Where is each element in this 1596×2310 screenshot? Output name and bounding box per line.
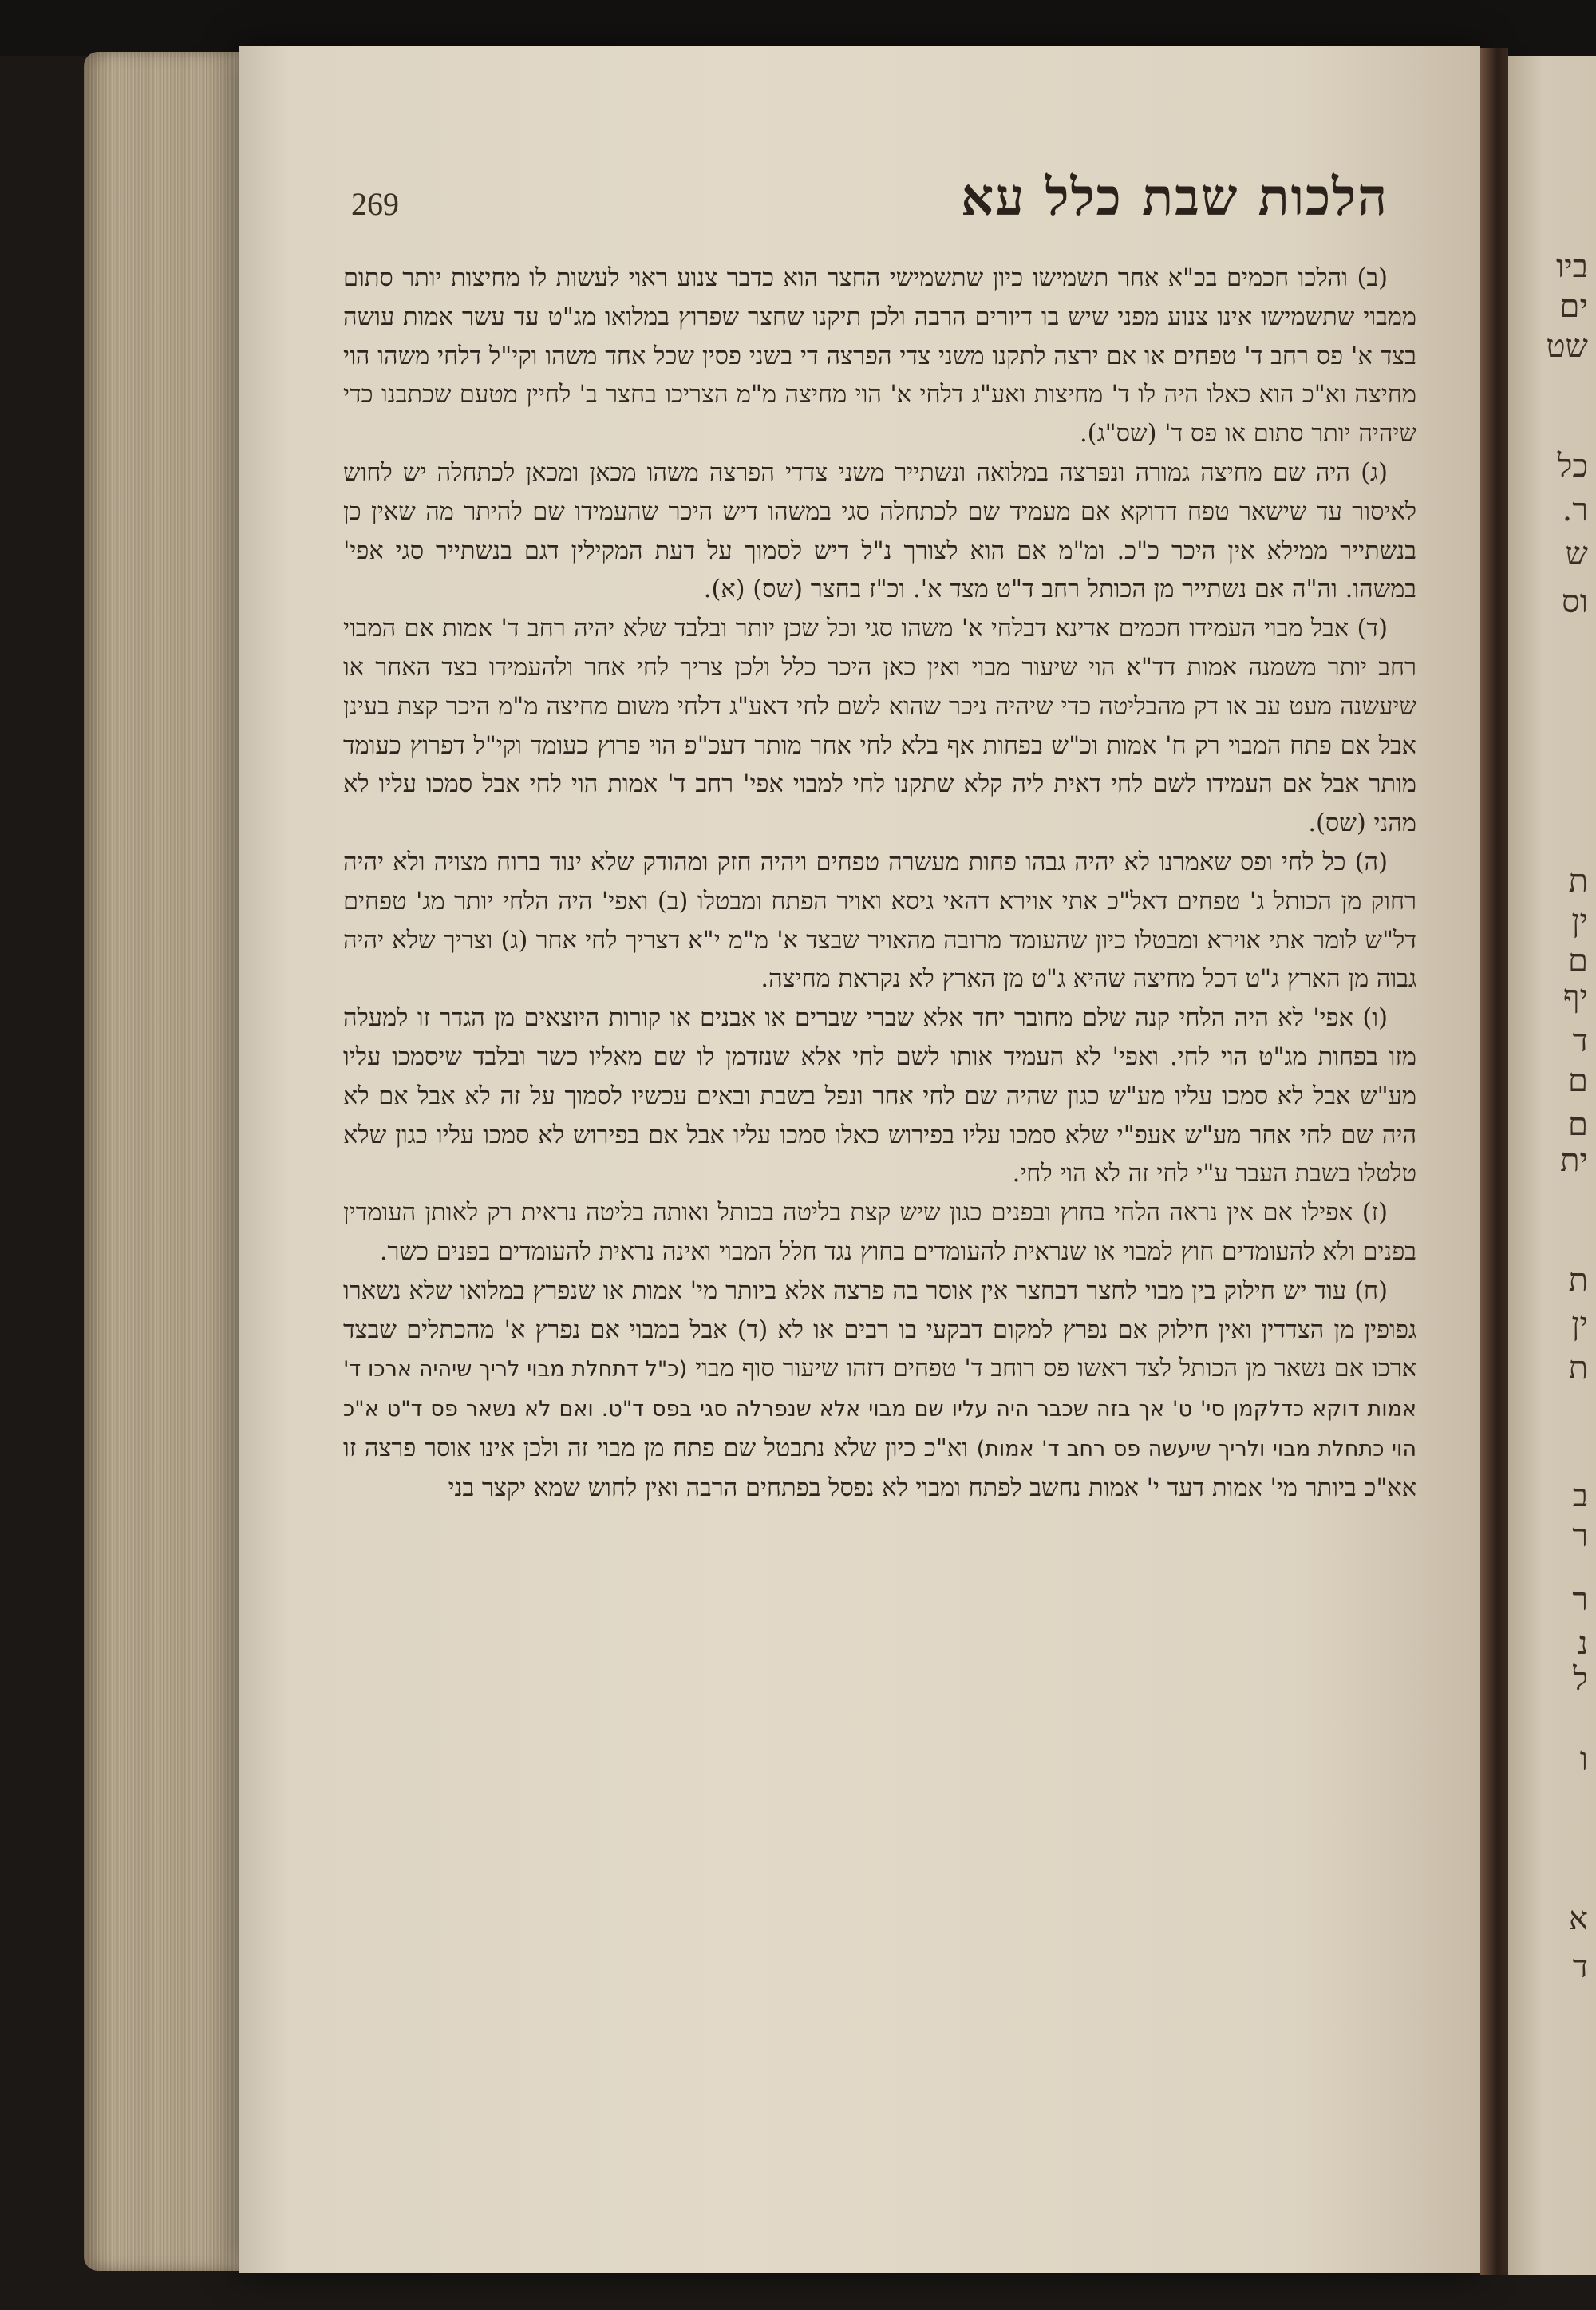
page-number: 269 [351,186,399,222]
running-title: הלכות שבת כלל עא [961,168,1389,227]
paragraph-b: (ב) והלכו חכמים בכ"א אחר תשמישו כיון שתשמישי החצר הוא כדבר צנוע ראוי לעשות לו מחיצות יותר סתום ממבוי שתשמישו אינו צנוע מפני שיש בו דיורים הרבה ולכן תיקנו שחצר שפרוץ במלואו מג"ט עד עשר אמות עושה בצד א' פס רחב ד' טפחים או אם ירצה לתקנו משני צדי הפרצה די בשני פסין שכל אחד משהו וקי"ל דלחי משהו הוי מחיצה וא"כ הוא כאלו היה לו ד' מחיצות ואע"ג דלחי א' הוי מחיצה מ"מ הצריכו בחצר ב' לחיין מטעם שכתבנו כדי שיהיה יותר סתום או פס ד' (שס"ג). [343,264,1416,449]
facing-page-fragment: ין [1571,903,1588,939]
paragraph-v: (ו) אפי' לא היה הלחי קנה שלם מחובר יחד אלא שברי שברים או אבנים או קורות היוצאים מן הגדר זו למעלה מזו בפחות מג"ט הוי לחי. ואפי' לא העמיד אותו לשם לחי אלא שנזדמן לו שם מאליו כשר ובלבד שיסמכו עליו מע"ש אבל לא סמכו עליו מע"ש כגון שהיה שם לחי אחר ונפל בשבת ובאים עכשיו לסמוך על זה לא אבל אם לא היה שם לחי אחר מע"ש אעפ"י שלא סמכו עליו בפירוש כאלו סמכו עליו אבל אם בפירוש לא סמכו עליו כגון שלא טלטלו בשבת העבר ע"י לחי זה לא הוי לחי. [343,1004,1416,1189]
facing-page-fragment: ל [1573,1661,1588,1698]
facing-page-fragment: ים [1559,288,1588,325]
facing-page-fragment: ר [1572,1517,1588,1554]
facing-page-fragment: יף [1562,979,1588,1015]
paragraph-ch-text: (ח) עוד יש חילוק בין מבוי לחצר דבחצר אין אוסר בה פרצה אלא ביותר מי' אמות או שנפרץ במלואו שלא נשארו גפופין מן הצדדין ואין חילוק אם נפרץ למקום דבקעי בו רבים או לא (ד) אבל במבוי אם נפרץ א' מהכתלים שבצד ארכו אם נשאר מן הכותל לצד ראשו פס רוחב ד' טפחים דזהו שיעור סוף מבוי [343,1276,1417,1383]
book-page-edges [84,52,259,2271]
facing-page-fragment: ית [1560,1142,1588,1179]
facing-page-fragment: כל [1557,448,1588,485]
facing-page-fragment: ש [1565,536,1588,572]
facing-page-fragment: ת [1568,1350,1588,1386]
paragraph-ch [343,1272,1416,1509]
facing-page-fragment: ב [1572,1477,1588,1514]
page-header [343,168,1412,239]
facing-page-fragment: ין [1571,1306,1588,1343]
facing-page-fragment: ד [1572,1948,1588,1985]
paragraph-g: (ג) היה שם מחיצה גמורה ונפרצה במלואה ונשתייר משני צדדי הפרצה משהו מכאן ומכאן לכתחלה יש לחוש לאיסור עד שישאר טפח דדוקא אם מעמיד שם לכתחלה סגי במשהו דיש היכר שהעמידו שם להיתר מה שאין כן בנשתייר ממילא אין היכר כ"כ. ומ"מ אם הוא לצורך נ"ל דיש לסמוך על דעת המקילין דגם בנשתייר סגי אפי' במשהו. וה"ה אם נשתייר מן הכותל רחב ד"ט מצד א'. וכ"ז בחצר (שס) (א). [343,458,1416,604]
facing-page-fragment: ם [1568,943,1588,979]
page-body [343,259,1416,1509]
facing-page-fragment: ד [1572,1022,1588,1059]
facing-page-fragment: ת [1568,863,1588,900]
facing-page-fragment: ם [1568,1106,1588,1143]
facing-page-fragment: ר [1572,1581,1588,1618]
book-gutter [1480,48,1508,2275]
facing-page-fragment: נ [1577,1625,1588,1662]
facing-page-fragment: ביו [1556,248,1588,285]
facing-page-fragment: ת [1568,1262,1588,1299]
paragraph-ch-continuation: וא"כ כיון שלא נתבטל שם פתח מן מבוי זה ולכן אינו אוסר פרצה זו אא"כ ביותר מי' אמות דעד י' אמות נחשב לפתח ומבוי לא נפסל בפתחים הרבה ואין לחוש שמא יקצר בני [343,1434,1416,1502]
paragraph-z: (ז) אפילו אם אין נראה הלחי בחוץ ובפנים כגון שיש קצת בליטה בכותל ואותה בליטה נראית רק לאותן העומדין בפנים ולא להעומדים חוץ למבוי או שנראית להעומדים בחוץ נגד חלל המבוי ואינה נראית להעומדים בפנים כשר. [343,1199,1416,1266]
facing-page-fragment: ר. [1562,492,1588,528]
paragraph-d: (ד) אבל מבוי העמידו חכמים אדינא דבלחי א' משהו סגי וכל שכן יותר ובלבד שלא יהיה רחב ד' אמות אם המבוי רחב יותר משמנה אמות דד"א הוי שיעור מבוי ואין כאן היכר כלל ולכן צריך לחי אחר ולהעמידו בצד האחר או שיעשנה מעט עב או דק מהבליטה כדי שיהיה ניכר שהוא לשם לחי דאע"ג דלחי משום מחיצה מ"מ היכר קצת בעינן אבל אם פתח המבוי רק ח' אמות וכ"ש בפחות אף בלא לחי אחר מותר דעכ"פ הוי פרוץ כעומד וקי"ל דפרוץ כעומד מותר אבל אם העמידו לשם לחי דאית ליה קלא שתקנו לחי למבוי אפי' רחב ד' אמות הוי לחי אבל סמכו עליו לא מהני (שס). [343,615,1416,838]
paragraph-h: (ה) כל לחי ופס שאמרנו לא יהיה גבהו פחות מעשרה טפחים ויהיה חזק ומהודק שלא ינוד ברוח מצויה ולא יהיה רחוק מן הכותל ג' טפחים דאל"כ אתי אוירא דהאי גיסא ואויר הפתח ומבטלו (ב) ואפי' היה הלחי יותר מג' טפחים דל"ש לומר אתי אוירא ומבטלו כיון שהעומד מרובה מהאויר שבצד א' מ"מ י"א דצריך לחי אחר (ג) וצריך שלא יהיה גבוה מן הארץ ג"ט דכל מחיצה שהיא ג"ט מן הארץ לא נקראת מחיצה. [343,848,1416,994]
facing-page-fragment: שט [1546,328,1588,365]
facing-page-fragment: א [1568,1901,1588,1937]
facing-page-fragment: ם [1568,1062,1588,1099]
facing-page-fragment: וס [1562,583,1588,620]
paragraph-ch-note: (כ"ל דתחלת מבוי לריך שיהיה ארכו ד' אמות דוקא כדלקמן סי' ט' אך בזה שכבר היה עליו שם מבוי אלא שנפרלה סגי בפס ד"ט. ואם לא נשאר פס ד"ט א"כ הוי כתחלת מבוי ולריך שיעשה פס רחב ד' אמות) [343,1357,1416,1462]
facing-page-fragment: ו [1579,1741,1588,1778]
facing-page-edge [1508,56,1596,2275]
